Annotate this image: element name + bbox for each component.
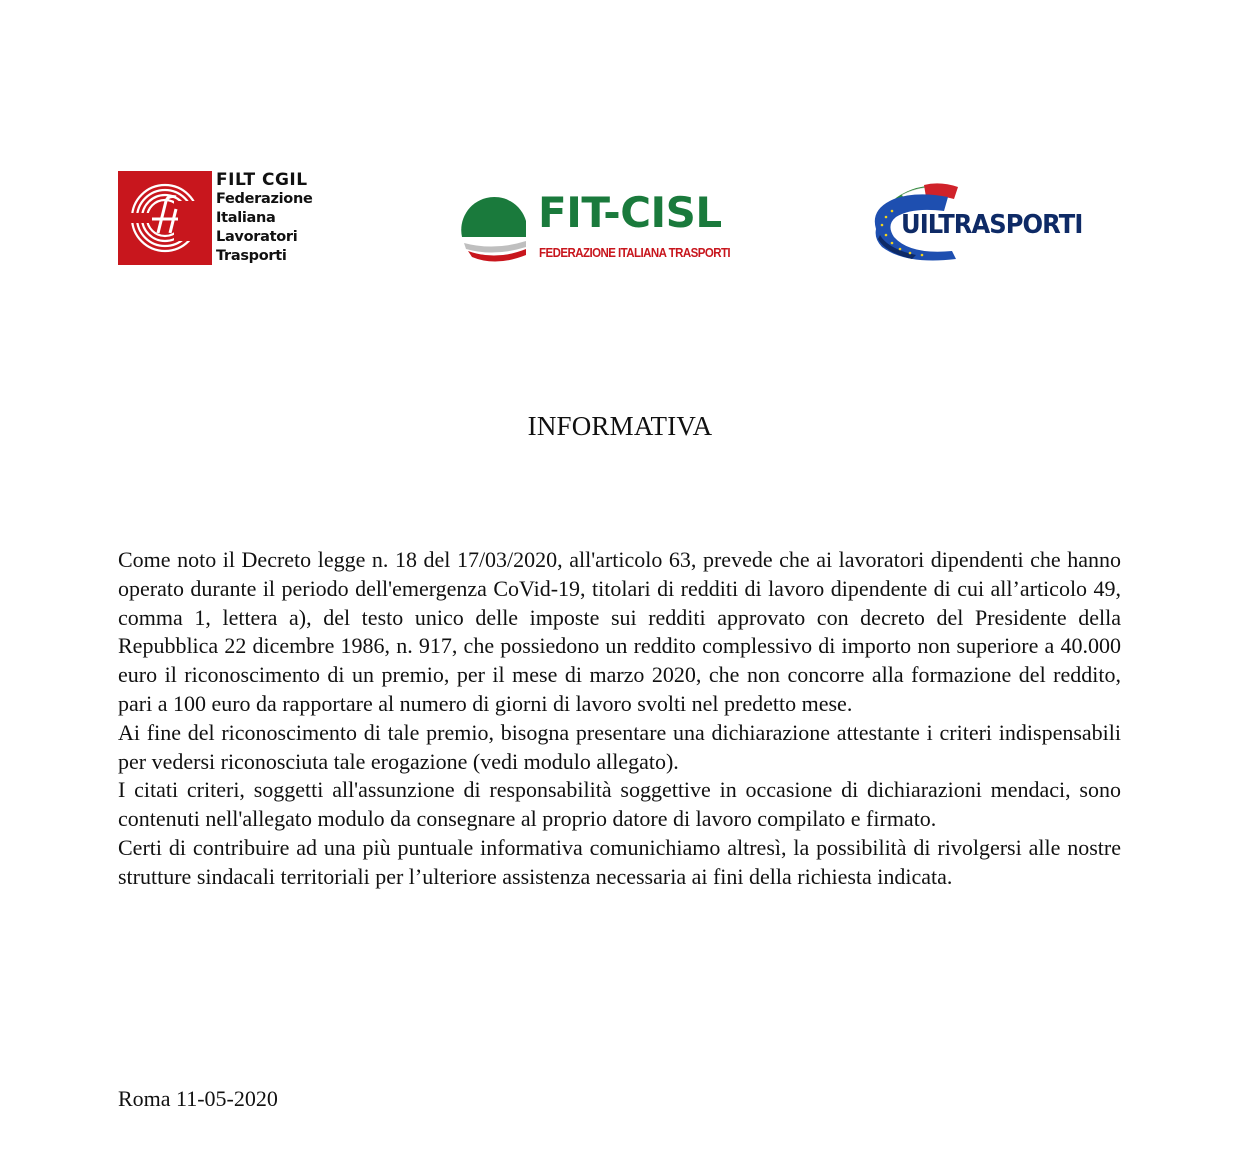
fit-cisl-logo xyxy=(460,188,740,265)
filt-line-2: Federazione xyxy=(216,191,313,207)
filt-line-4: Lavoratori xyxy=(216,229,298,245)
paragraph-declaration: Ai fine del riconoscimento di tale premio, bisogna presentare una dichiarazione attestante i criteri indispensabili per vedersi riconosciuta tale erogazione (vedi modulo allegato). xyxy=(118,719,1121,774)
filt-emblem-icon xyxy=(118,171,212,265)
paragraph-criteria: I citati criteri, soggetti all'assunzione di responsabilità soggettive in occasione di dichiarazioni mendaci, sono contenuti nell'allegato modulo da consegnare al proprio datore di lavoro compilato e firmato. xyxy=(118,777,1121,832)
filt-cgil-logo xyxy=(118,171,318,267)
fit-cisl-subtitle: FEDERAZIONE ITALIANA TRASPORTI xyxy=(539,246,731,260)
document-title: INFORMATIVA xyxy=(527,411,713,441)
header-logos xyxy=(0,165,1240,275)
uiltrasporti-logo xyxy=(866,179,1106,263)
uiltrasporti-name: UILTRASPORTI xyxy=(901,210,1083,240)
cisl-emblem-icon xyxy=(460,191,530,265)
filt-line-1: FILT CGIL xyxy=(216,170,308,190)
document-body xyxy=(118,546,1121,892)
paragraph-assistance: Certi di contribuire ad una più puntuale informativa comunichiamo altresì, la possibilità di rivolgersi alle nostre strutture sindacali territoriali per l’ulteriore assistenza necessaria ai fini della richiesta indicata. xyxy=(118,834,1121,889)
filt-wordmark xyxy=(216,171,313,266)
filt-line-5: Trasporti xyxy=(216,248,287,264)
paragraph-decree: Come noto il Decreto legge n. 18 del 17/03/2020, all'articolo 63, prevede che ai lavoratori dipendenti che hanno operato durante il periodo dell'emergenza CoVid-19, titolari di redditi di lavoro dipendente di cui all’articolo 49, comma 1, lettera a), del testo unico delle imposte sui redditi approvato con decreto del Presidente della Repubblica 22 dicembre 1986, n. 917, che possiedono un reddito complessivo di importo non superiore a 40.000 euro il riconoscimento di un premio, per il mese di marzo 2020, che non concorre alla formazione del reddito, pari a 100 euro da rapportare al numero di giorni di lavoro svolti nel predetto mese. xyxy=(118,547,1121,716)
place-date: Roma 11-05-2020 xyxy=(118,1086,278,1111)
fit-cisl-name: FIT-CISL xyxy=(538,188,722,237)
filt-line-3: Italiana xyxy=(216,210,276,226)
